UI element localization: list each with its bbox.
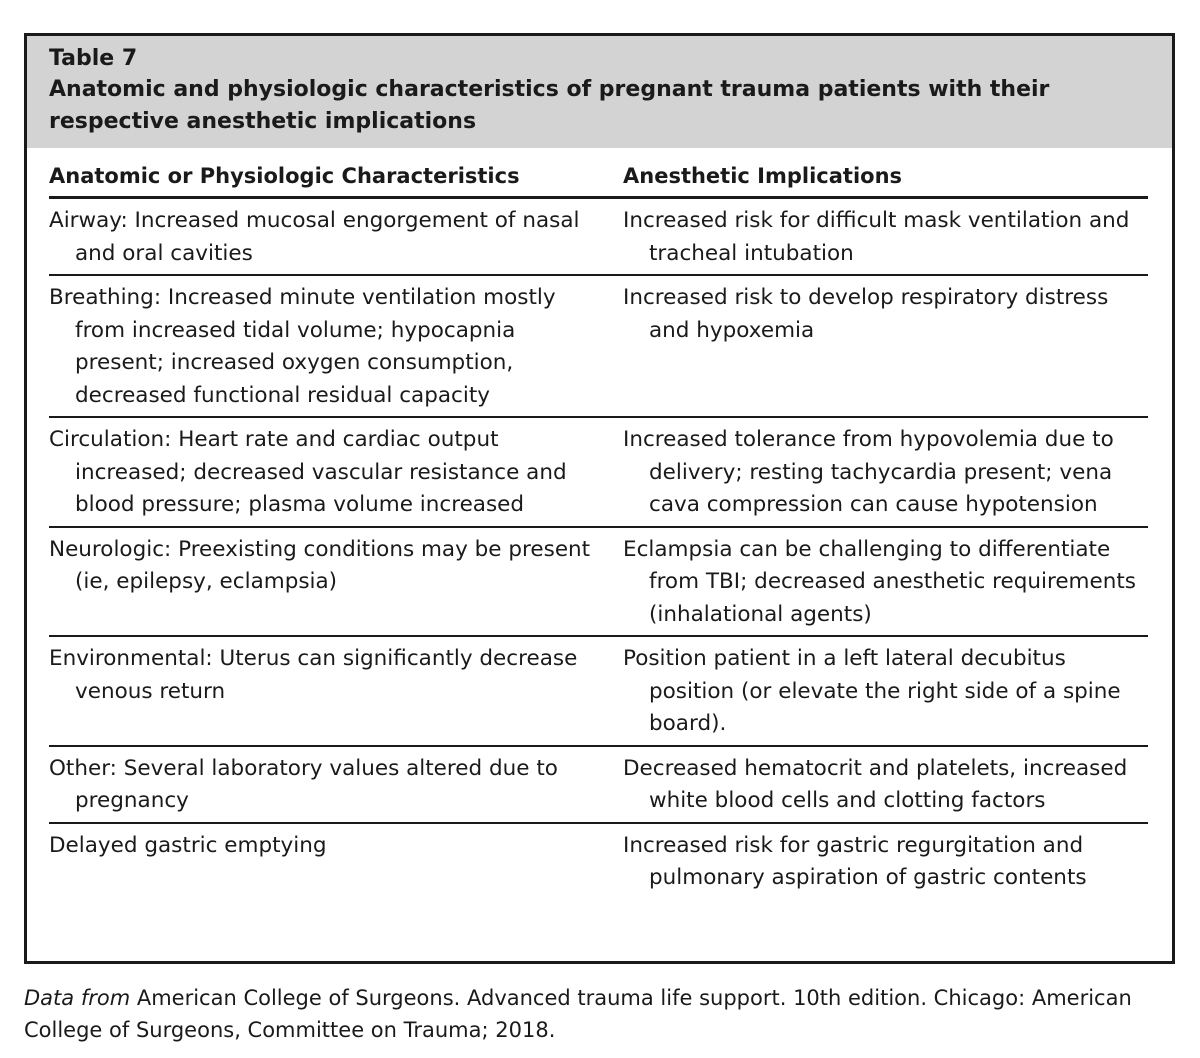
implication-cell: Increased risk for difficult mask ventilation and tracheal intubation xyxy=(623,208,1130,266)
implication-cell: Increased tolerance from hypovolemia due to delivery; resting tachycardia present; vena cava compression can cause hypotension xyxy=(623,427,1114,517)
characteristic-cell: Neurologic: Preexisting conditions may be present (ie, epilepsy, eclampsia) xyxy=(49,536,591,594)
table-header xyxy=(27,36,1172,148)
table-title: Anatomic and physiologic characteristics of pregnant trauma patients with their respective anesthetic implications xyxy=(49,77,1050,134)
footnote-text: American College of Surgeons. Advanced trauma life support. 10th edition. Chicago: American College of Surgeons, Committee on Trauma; 2018. xyxy=(24,986,1132,1042)
characteristic-cell: Airway: Increased mucosal engorgement of nasal and oral cavities xyxy=(49,208,580,266)
table-body xyxy=(27,160,1172,899)
column-header-characteristics: Anatomic or Physiologic Characteristics xyxy=(49,164,520,188)
characteristic-cell: Delayed gastric emptying xyxy=(49,832,327,858)
implication-cell: Increased risk for gastric regurgitation and pulmonary aspiration of gastric contents xyxy=(623,832,1087,890)
table-row xyxy=(49,418,1148,528)
table-row xyxy=(49,637,1148,747)
table-row xyxy=(49,824,1148,899)
table-label: Table 7 xyxy=(49,46,138,71)
table-row xyxy=(49,528,1148,638)
table-row xyxy=(49,276,1148,418)
table-footnote xyxy=(24,982,1184,1046)
characteristic-cell: Breathing: Increased minute ventilation mostly from increased tidal volume; hypocapnia present; increased oxygen consumption, decreased functional residual capacity xyxy=(49,285,556,408)
characteristic-cell: Environmental: Uterus can significantly decrease venous return xyxy=(49,646,578,704)
column-headers xyxy=(49,160,1148,199)
column-header-implications: Anesthetic Implications xyxy=(623,164,903,188)
implication-cell: Decreased hematocrit and platelets, increased white blood cells and clotting factors xyxy=(623,755,1128,813)
characteristic-cell: Circulation: Heart rate and cardiac output increased; decreased vascular resistance and blood pressure; plasma volume increased xyxy=(49,427,567,517)
table-frame xyxy=(24,33,1175,964)
characteristic-cell: Other: Several laboratory values altered due to pregnancy xyxy=(49,755,558,813)
table-row xyxy=(49,747,1148,824)
footnote-italic: Data from xyxy=(24,986,131,1010)
implication-cell: Eclampsia can be challenging to differentiate from TBI; decreased anesthetic requirements (inhalational agents) xyxy=(623,536,1136,627)
implication-cell: Increased risk to develop respiratory distress and hypoxemia xyxy=(623,285,1109,343)
table-row xyxy=(49,199,1148,276)
implication-cell: Position patient in a left lateral decubitus position (or elevate the right side of a spine board). xyxy=(623,646,1121,736)
